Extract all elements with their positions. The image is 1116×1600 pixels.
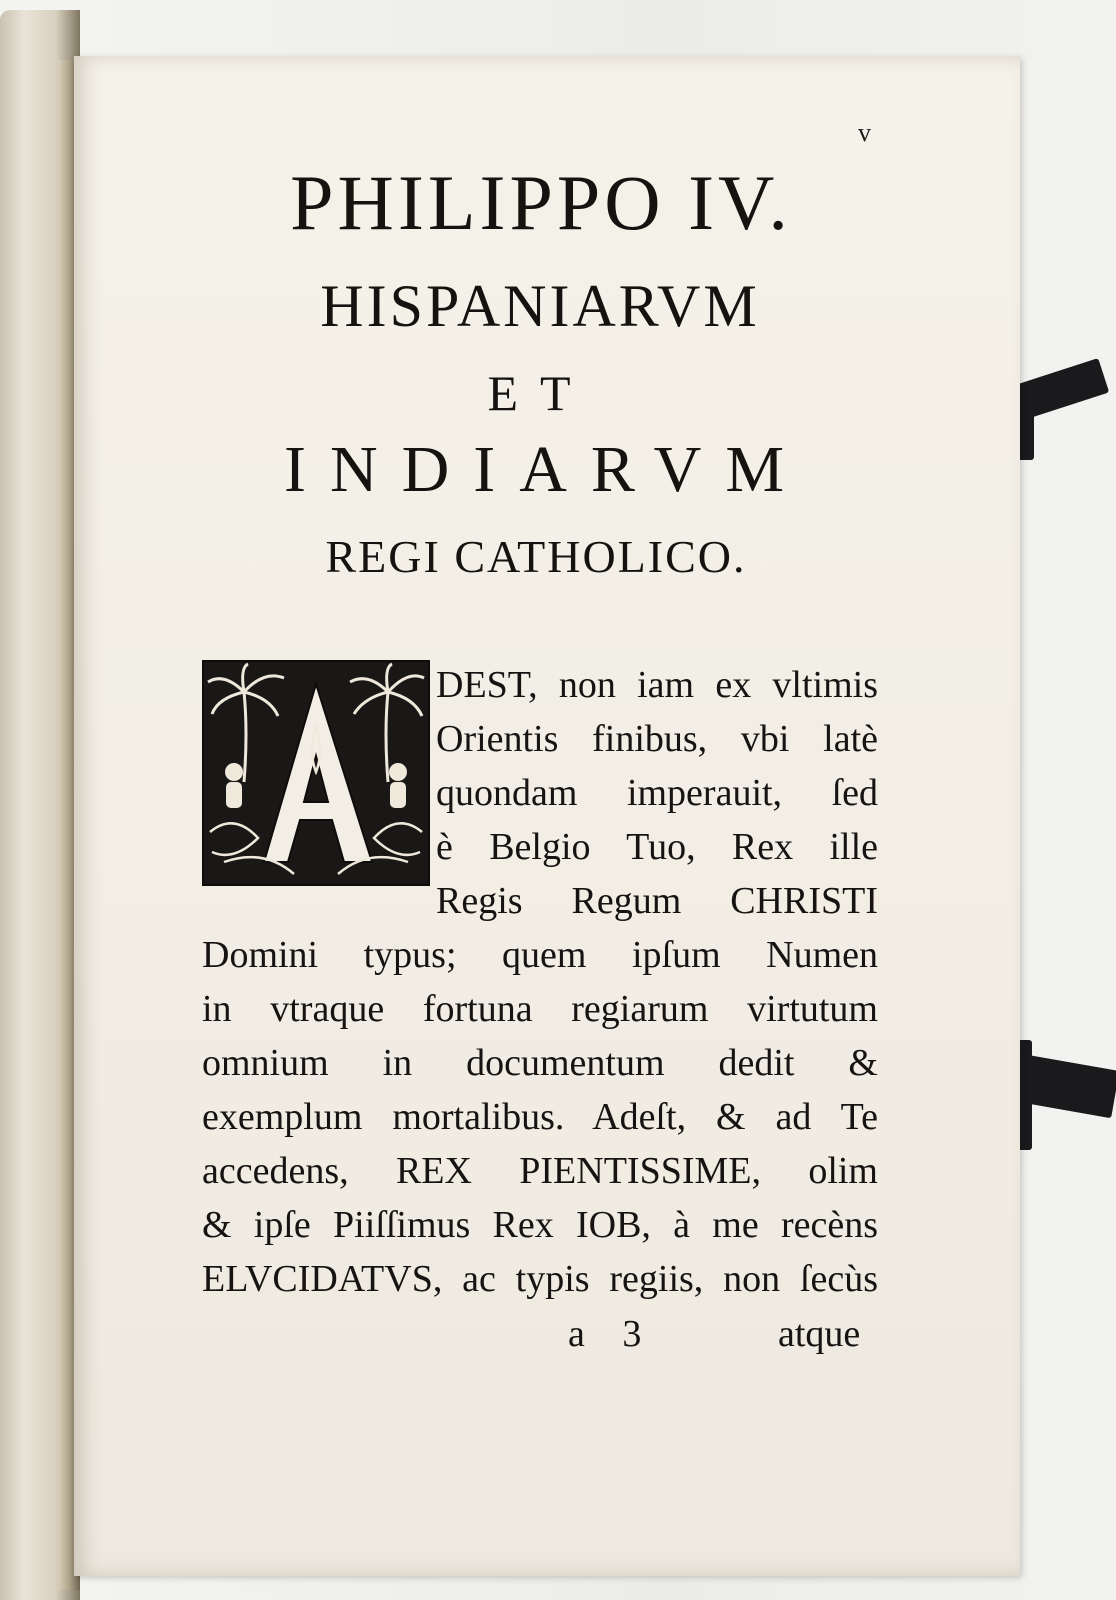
title-line-5: REGI CATHOLICO.	[325, 531, 747, 582]
catchword: atque	[778, 1313, 861, 1355]
text-line: Orientis finibus, vbi latè	[436, 718, 878, 760]
title-line-1: PHILIPPO IV.	[290, 159, 792, 246]
title-line-4: INDIARVM	[283, 433, 809, 506]
text-line: omnium in documentum dedit &	[202, 1042, 878, 1084]
text-line: & ipſe Piiſſimus Rex IOB, à me recèns	[202, 1204, 878, 1246]
folio-number: v	[858, 118, 871, 147]
text-line: in vtraque fortuna regiarum virtutum	[202, 988, 878, 1030]
text-line: accedens, REX PIENTISSIME, olim	[202, 1150, 878, 1192]
text-line: ELVCIDATVS, ac typis regiis, non ſecùs	[202, 1258, 878, 1300]
text-line: exemplum mortalibus. Adeſt, & ad Te	[202, 1096, 878, 1138]
title-line-3: ET	[487, 365, 593, 421]
signature-mark: a 3	[568, 1313, 656, 1355]
title-line-2: HISPANIARVM	[320, 273, 760, 339]
text-line: Domini typus; quem ipſum Numen	[202, 934, 878, 976]
text-line: Regis Regum CHRISTI	[436, 880, 878, 922]
text-line: quondam imperauit, ſed	[436, 772, 878, 814]
decorated-initial-letter	[202, 660, 430, 886]
text-line: è Belgio Tuo, Rex ille	[436, 826, 878, 868]
text-line: DEST, non iam ex vltimis	[436, 664, 878, 706]
